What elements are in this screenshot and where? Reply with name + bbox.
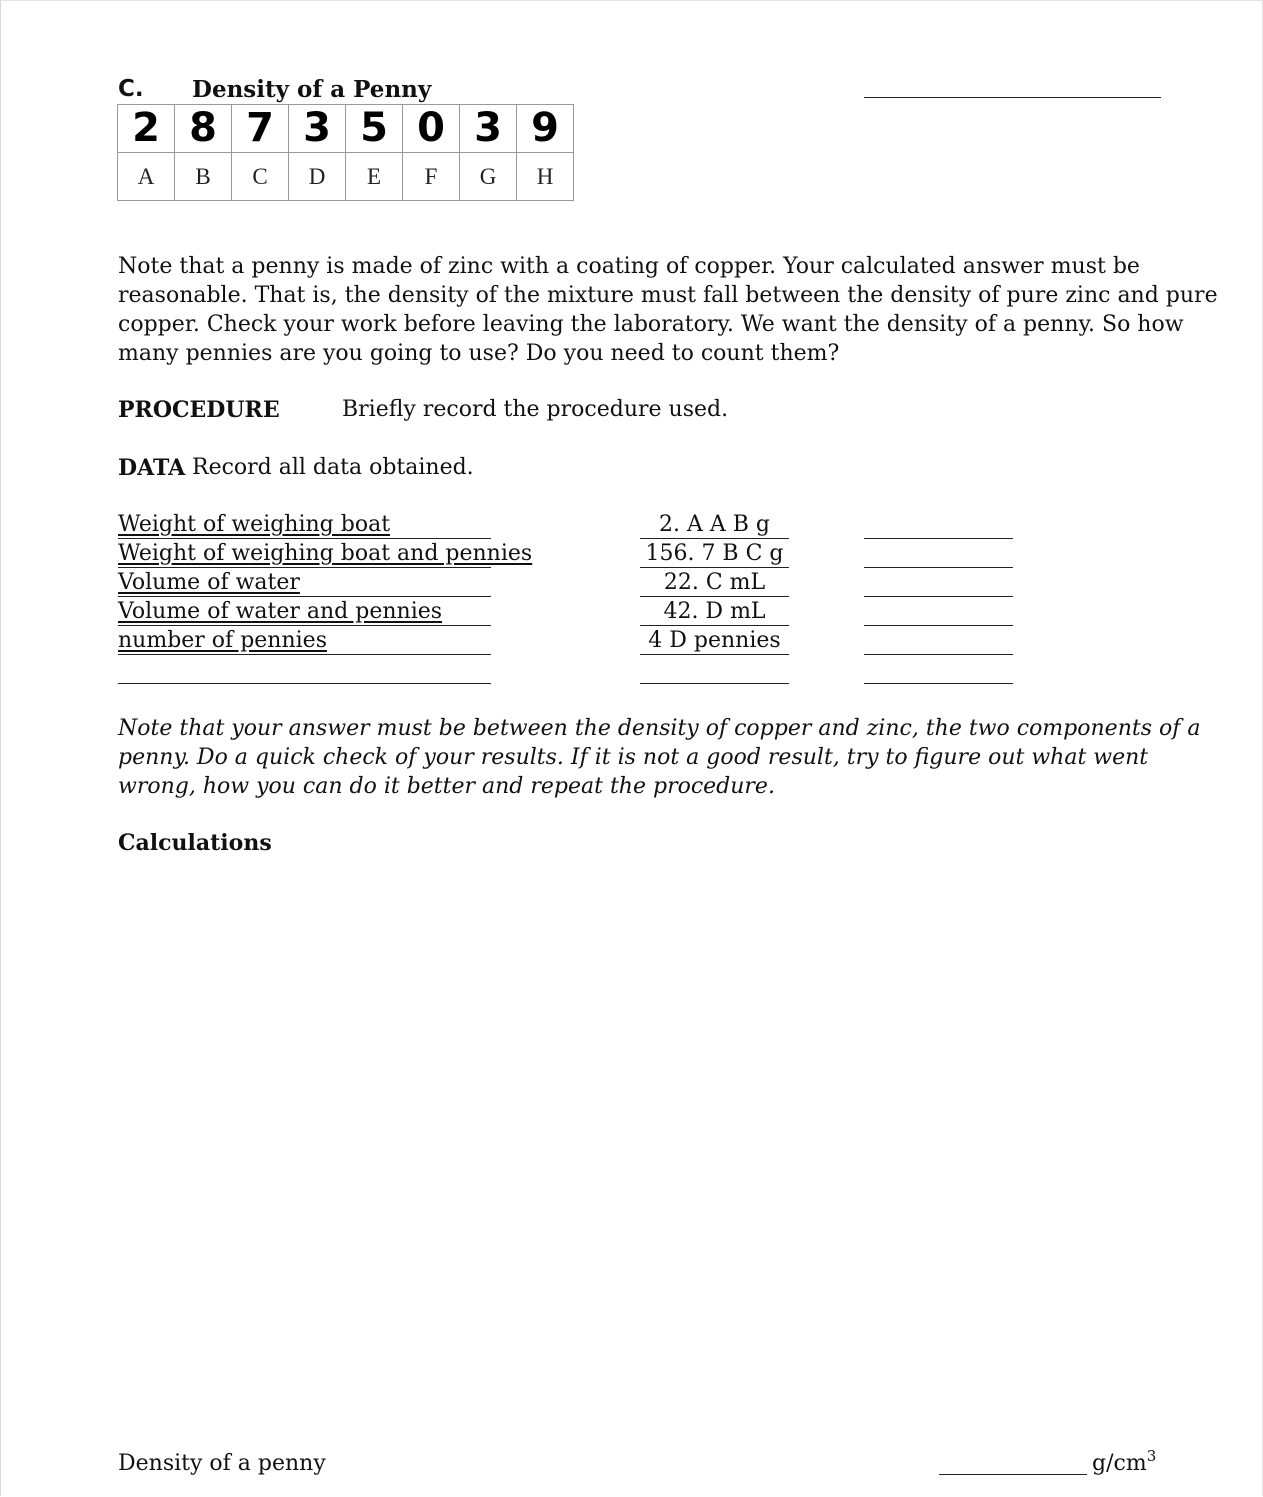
- data-label-water-pennies-volume: Volume of water and pennies: [118, 599, 491, 626]
- data-blank-boat-weight: [864, 512, 1013, 539]
- code-digit-d: 3: [289, 105, 346, 153]
- code-letter-h: H: [517, 153, 574, 201]
- data-blank-water-pennies-volume: [864, 599, 1013, 626]
- data-label-boat-weight: Weight of weighing boat: [118, 512, 491, 539]
- check-results-note: Note that your answer must be between the density of copper and zinc, the two components of a penny. Do a quick check of your results. If it is not a good result, try to figure out what went wrong, how you can do it better and repeat the procedure.: [118, 716, 1201, 799]
- density-result-label: Density of a penny: [118, 1451, 326, 1476]
- code-digit-c: 7: [232, 105, 289, 153]
- data-label-boat-pennies-weight: Weight of weighing boat and pennies: [118, 541, 533, 566]
- code-digits-row: [118, 105, 574, 153]
- data-blank-empty: [864, 657, 1013, 684]
- code-digit-e: 5: [346, 105, 403, 153]
- code-letter-a: A: [118, 153, 175, 201]
- code-digit-g: 3: [460, 105, 517, 153]
- code-letter-e: E: [346, 153, 403, 201]
- unit-exponent: 3: [1146, 1447, 1157, 1465]
- data-value-empty: [640, 657, 789, 684]
- code-digit-h: 9: [517, 105, 574, 153]
- name-blank-line: [864, 97, 1161, 98]
- code-letter-f: F: [403, 153, 460, 201]
- section-letter: C.: [118, 76, 144, 102]
- code-table: [117, 104, 574, 201]
- data-heading: DATA: [118, 455, 186, 481]
- density-answer-line: [939, 1474, 1087, 1475]
- data-value-boat-weight: 2. A A B g: [640, 512, 789, 539]
- code-letter-b: B: [175, 153, 232, 201]
- code-letter-c: C: [232, 153, 289, 201]
- data-instruction: Record all data obtained.: [192, 455, 474, 480]
- code-letter-d: D: [289, 153, 346, 201]
- data-value-water-volume: 22. C mL: [640, 570, 789, 597]
- data-label-penny-count: number of pennies: [118, 628, 491, 655]
- instruction-note: Note that a penny is made of zinc with a coating of copper. Your calculated answer must be reasonable. That is, the density of the mixture must fall between the density of pure zinc and pure copper. Check your work before leaving the laboratory. We want the density of a penny. So how many pennies are you going to use? Do you need to count them?: [118, 254, 1218, 366]
- data-blank-boat-pennies-weight: [864, 541, 1013, 568]
- calculations-heading: Calculations: [118, 830, 272, 856]
- code-letter-g: G: [460, 153, 517, 201]
- data-value-water-pennies-volume: 42. D mL: [640, 599, 789, 626]
- data-value-boat-pennies-weight: 156. 7 B C g: [640, 541, 789, 568]
- data-label-empty: [118, 657, 491, 684]
- data-blank-penny-count: [864, 628, 1013, 655]
- procedure-heading: PROCEDURE: [118, 397, 280, 423]
- procedure-instruction: Briefly record the procedure used.: [342, 397, 729, 422]
- code-digit-f: 0: [403, 105, 460, 153]
- section-title: Density of a Penny: [192, 76, 432, 103]
- code-letters-row: [118, 153, 574, 201]
- data-value-penny-count: 4 D pennies: [640, 628, 789, 655]
- code-digit-b: 8: [175, 105, 232, 153]
- density-unit: $g/cm^3$: [1092, 1447, 1157, 1476]
- code-digit-a: 2: [118, 105, 175, 153]
- data-label-water-volume: Volume of water: [118, 570, 491, 597]
- data-blank-water-volume: [864, 570, 1013, 597]
